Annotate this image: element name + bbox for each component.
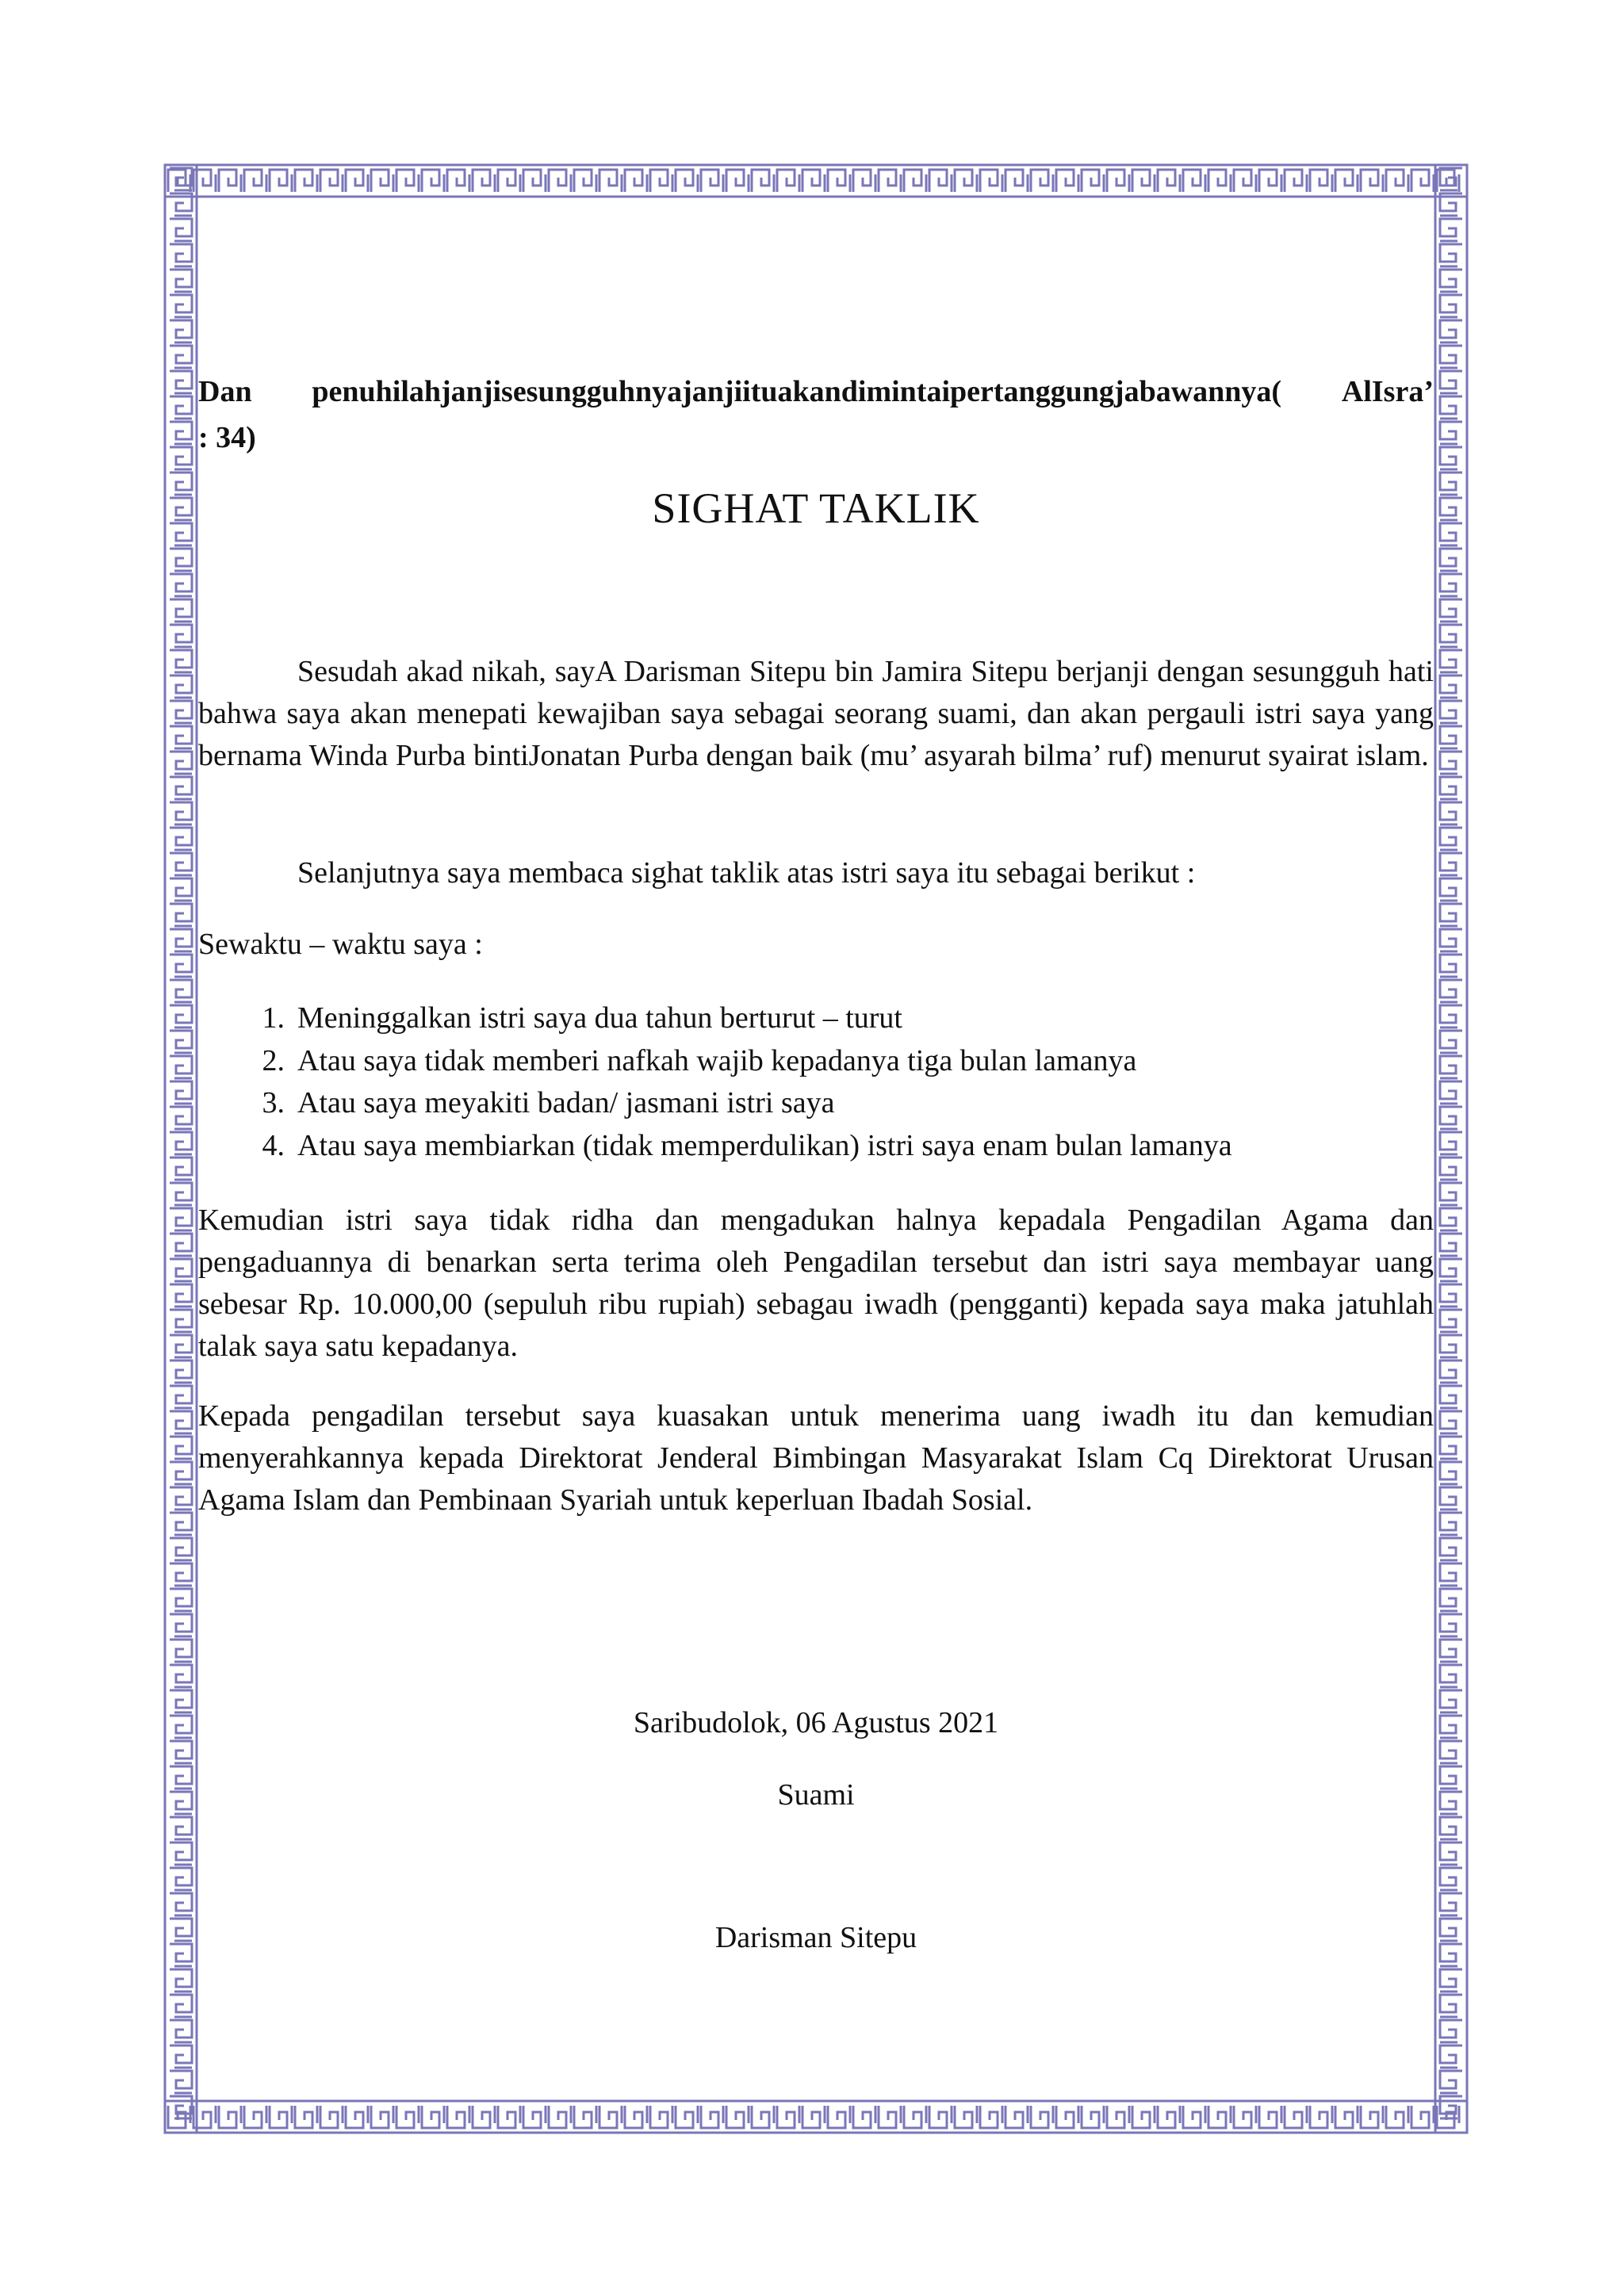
border-left-ornament (163, 163, 198, 2134)
list-item (198, 997, 1434, 1040)
signature-role: Suami (777, 1778, 855, 1812)
list-item-text: Atau saya membiarkan (tidak memperdulikan) istri saya enam bulan lamanya (297, 1128, 1232, 1162)
border-bottom-ornament (163, 2099, 1469, 2134)
list-item-number: 4. (262, 1128, 285, 1162)
quote-word-2: penuhilahjanjisesungguhnyajanjiituakandimintaipertanggungjabawannya( (312, 375, 1282, 408)
list-item (198, 1040, 1434, 1083)
quote-word-1: Dan (198, 375, 252, 408)
quote-word-3: AlIsra’ (1341, 375, 1434, 408)
signature-name: Darisman Sitepu (714, 1921, 917, 1954)
list-item-number: 2. (262, 1043, 285, 1077)
border-right-ornament (1434, 163, 1469, 2134)
list-item-text: Atau saya meyakiti badan/ jasmani istri saya (297, 1086, 835, 1119)
list-item-text: Atau saya tidak memberi nafkah wajib kepadanya tiga bulan lamanya (297, 1043, 1137, 1077)
quote-line-2: : 34) (198, 421, 256, 454)
list-item-number: 3. (262, 1086, 285, 1119)
paragraph-conditions-lead: Sewaktu – waktu saya : (198, 928, 483, 961)
quote-line-1 (198, 369, 1434, 415)
list-item-text: Meninggalkan istri saya dua tahun berturut – turut (297, 1001, 902, 1035)
document-title: SIGHAT TAKLIK (652, 484, 980, 532)
document-content (198, 198, 1434, 2099)
paragraph-divorce-condition: Kemudian istri saya tidak ridha dan mengadukan halnya kepadala Pengadilan Agama dan pengaduannya di benarkan serta terima oleh Pengadilan tersebut dan istri saya membayar uang sebesar Rp. 10.000,00 (sepuluh ribu rupiah) sebagau iwadh (pengganti) kepada saya maka jatuhlah talak saya satu kepadanya. (198, 1203, 1434, 1363)
opening-quote (198, 369, 1434, 461)
paragraph-power-of-attorney: Kepada pengadilan tersebut saya kuasakan untuk menerima uang iwadh itu dan kemudian menyerahkannya kepada Direktorat Jenderal Bimbingan Masyarakat Islam Cq Direktorat Urusan Agama Islam dan Pembinaan Syariah untuk keperluan Ibadah Sosial. (198, 1399, 1434, 1517)
list-item (198, 1125, 1434, 1168)
list-item-number: 1. (262, 1001, 285, 1035)
paragraph-opening-vow: Sesudah akad nikah, sayA Darisman Sitepu bin Jamira Sitepu berjanji dengan sesungguh hati bahwa saya akan menepati kewajiban saya sebagai seorang suami, dan akan pergauli istri saya yang bernama Winda Purba bintiJonatan Purba dengan baik (mu’ asyarah bilma’ ruf) menurut syairat islam. (198, 655, 1434, 772)
border-top-ornament (163, 163, 1469, 198)
list-item (198, 1082, 1434, 1125)
signature-place-date: Saribudolok, 06 Agustus 2021 (633, 1706, 999, 1739)
paragraph-intro-taklik: Selanjutnya saya membaca sighat taklik atas istri saya itu sebagai berikut : (297, 856, 1196, 890)
conditions-list (198, 997, 1434, 1167)
